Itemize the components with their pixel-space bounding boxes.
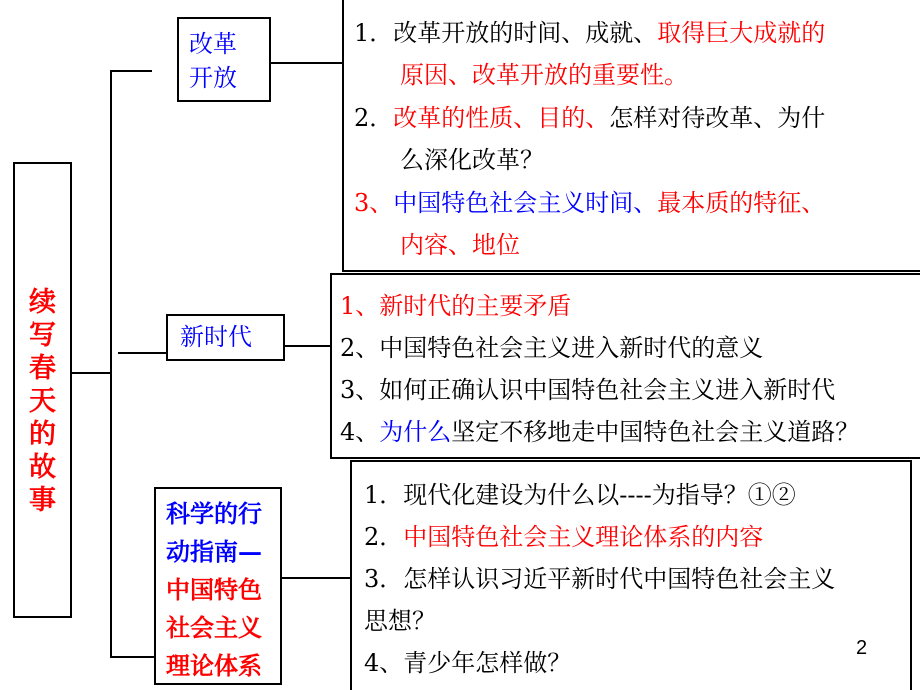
branch3-item-3: 3．怎样认识习近平新时代中国特色社会主义 — [364, 565, 836, 593]
branch1-to-details — [270, 62, 342, 64]
branch2-item-4: 4、为什么坚定不移地走中国特色社会主义道路？ — [340, 418, 860, 446]
page-number: 2 — [856, 637, 868, 659]
branch1-item-2-line1: 2．改革的性质、目的、怎样对待改革、为什 — [354, 104, 826, 132]
branch2-item-2: 2、中国特色社会主义进入新时代的意义 — [340, 334, 764, 362]
branch2-item-3: 3、如何正确认识中国特色社会主义进入新时代 — [340, 376, 836, 404]
branch3-title-box — [154, 487, 282, 685]
branch2-to-details — [285, 345, 330, 347]
branch3-details-box — [350, 460, 912, 690]
branch2-connector — [118, 352, 166, 354]
branch3-item-1: 1．现代化建设为什么以----为指导？①② — [364, 481, 796, 509]
branch1-title-box — [177, 17, 271, 102]
branch3-item-3-cont: 思想？ — [364, 607, 436, 635]
branch2-item-1: 1、新时代的主要矛盾 — [340, 292, 572, 320]
trunk-vertical — [110, 70, 112, 658]
branch1-details-box — [342, 0, 920, 272]
branch2-title: 新时代 — [180, 323, 252, 351]
branch3-connector — [110, 656, 154, 658]
branch3-to-details — [282, 577, 352, 579]
branch3-title: 科学的行 动指南— 中国特色 社会主义 理论体系 — [166, 499, 262, 680]
branch1-item-2 — [354, 97, 825, 181]
root-title: 续 写 春 天 的 故 事 — [29, 287, 56, 516]
branch1-item-1 — [354, 12, 825, 96]
branch1-title: 改革 开放 — [189, 30, 237, 92]
branch1-item-3 — [354, 182, 825, 266]
branch3-item-2: 2．中国特色社会主义理论体系的内容 — [364, 523, 764, 551]
branch1-connector — [110, 70, 152, 72]
root-box — [13, 162, 72, 618]
branch1-item-3-line2: 内容、地位 — [400, 231, 520, 259]
branch2-items — [340, 285, 859, 453]
branch1-item-1-line2: 原因、改革开放的重要性。 — [400, 61, 688, 89]
root-connector — [72, 372, 112, 374]
branch3-item-4: 4、青少年怎样做？ — [364, 649, 572, 677]
branch1-item-1-line1: 1．改革开放的时间、成就、取得巨大成就的 — [354, 19, 826, 47]
branch1-item-3-line1: 3、中国特色社会主义时间、最本质的特征、 — [354, 189, 826, 217]
branch2-details-box — [330, 273, 920, 459]
branch3-items — [364, 474, 835, 684]
branch2-title-box — [166, 314, 285, 361]
branch1-item-2-line2: 么深化改革？ — [400, 146, 544, 174]
